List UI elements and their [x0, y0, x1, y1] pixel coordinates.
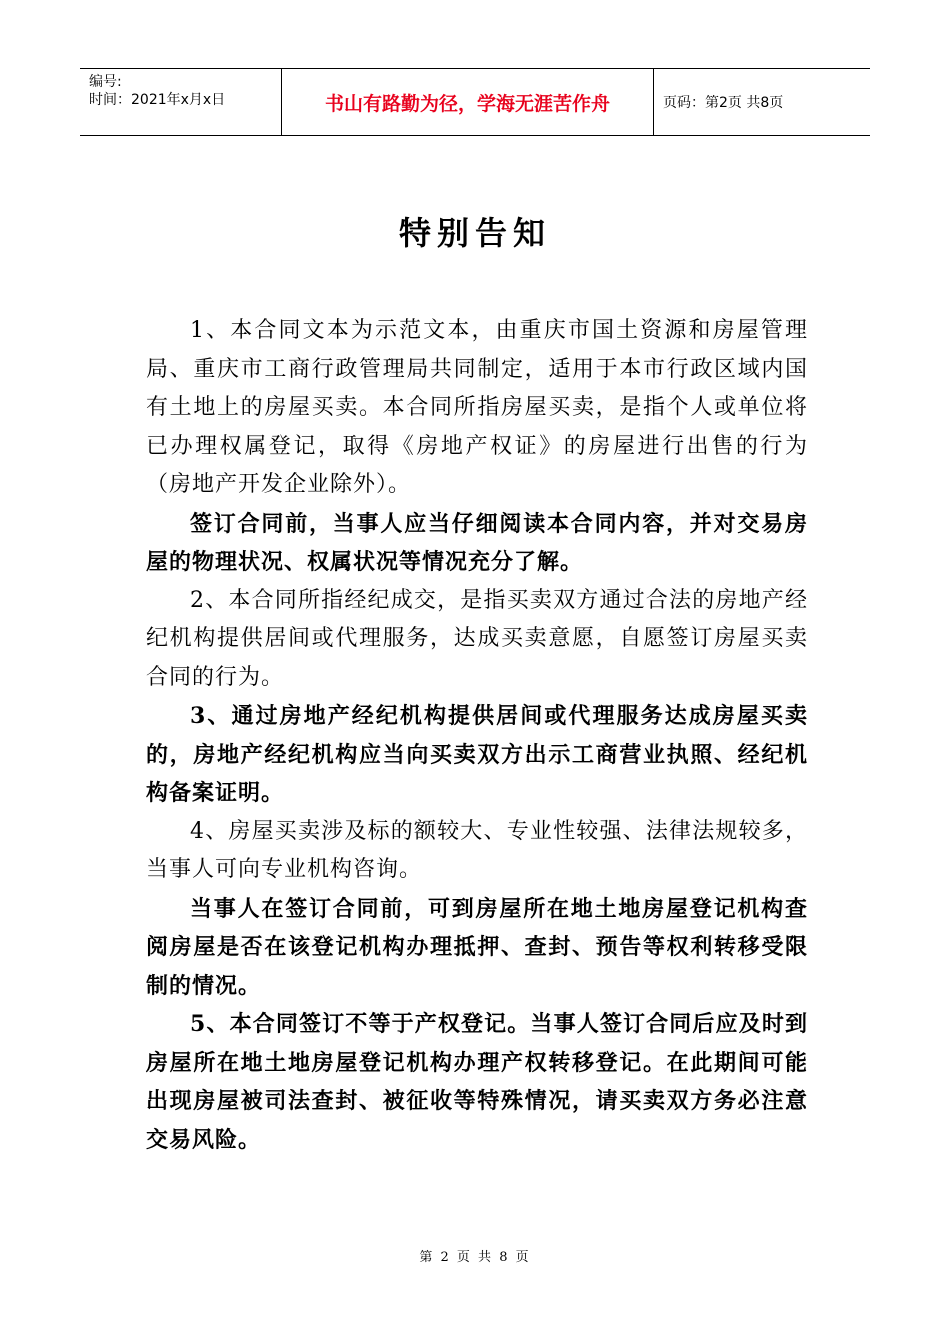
paragraph-4: 3、通过房地产经纪机构提供居间或代理服务达成房屋买卖的，房地产经纪机构应当向买卖双方出示工商营业执照、经纪机构备案证明。	[146, 703, 808, 806]
serial-label: 编号:	[89, 74, 122, 90]
page-header	[80, 68, 870, 136]
header-motto: 书山有路勤为径，学海无涯苦作舟	[281, 69, 654, 135]
paragraph-2: 签订合同前，当事人应当仔细阅读本合同内容，并对交易房屋的物理状况、权属状况等情况充分了解。	[146, 510, 808, 575]
paragraph-1: 1、本合同文本为示范文本，由重庆市国土资源和房屋管理局、重庆市工商行政管理局共同制定，适用于本市行政区域内国有土地上的房屋买卖。本合同所指房屋买卖，是指个人或单位将已办理权属登记，取得《房地产权证》的房屋进行出售的行为（房地产开发企业除外）。	[146, 318, 808, 497]
header-page-info: 页码：第2页 共8页	[663, 95, 784, 111]
paragraph-7: 5、本合同签订不等于产权登记。当事人签订合同后应及时到房屋所在地土地房屋登记机构办理产权转移登记。在此期间可能出现房屋被司法查封、被征收等特殊情况，请买卖双方务必注意交易风险。	[146, 1011, 808, 1153]
header-meta	[80, 69, 281, 135]
page-title: 特别告知	[398, 214, 551, 252]
paragraph-5: 4、房屋买卖涉及标的额较大、专业性较强、法律法规较多，当事人可向专业机构咨询。	[146, 818, 808, 882]
time-label: 时间：2021年x月x日	[89, 92, 226, 108]
paragraph-3: 2、本合同所指经纪成交，是指买卖双方通过合法的房地产经纪机构提供居间或代理服务，达成买卖意愿，自愿签订房屋买卖合同的行为。	[146, 587, 808, 690]
page-footer: 第 2 页 共 8 页	[419, 1250, 531, 1265]
paragraph-6: 当事人在签订合同前，可到房屋所在地土地房屋登记机构查阅房屋是否在该登记机构办理抵押、查封、预告等权利转移受限制的情况。	[146, 895, 808, 999]
notice-body	[146, 312, 808, 1159]
